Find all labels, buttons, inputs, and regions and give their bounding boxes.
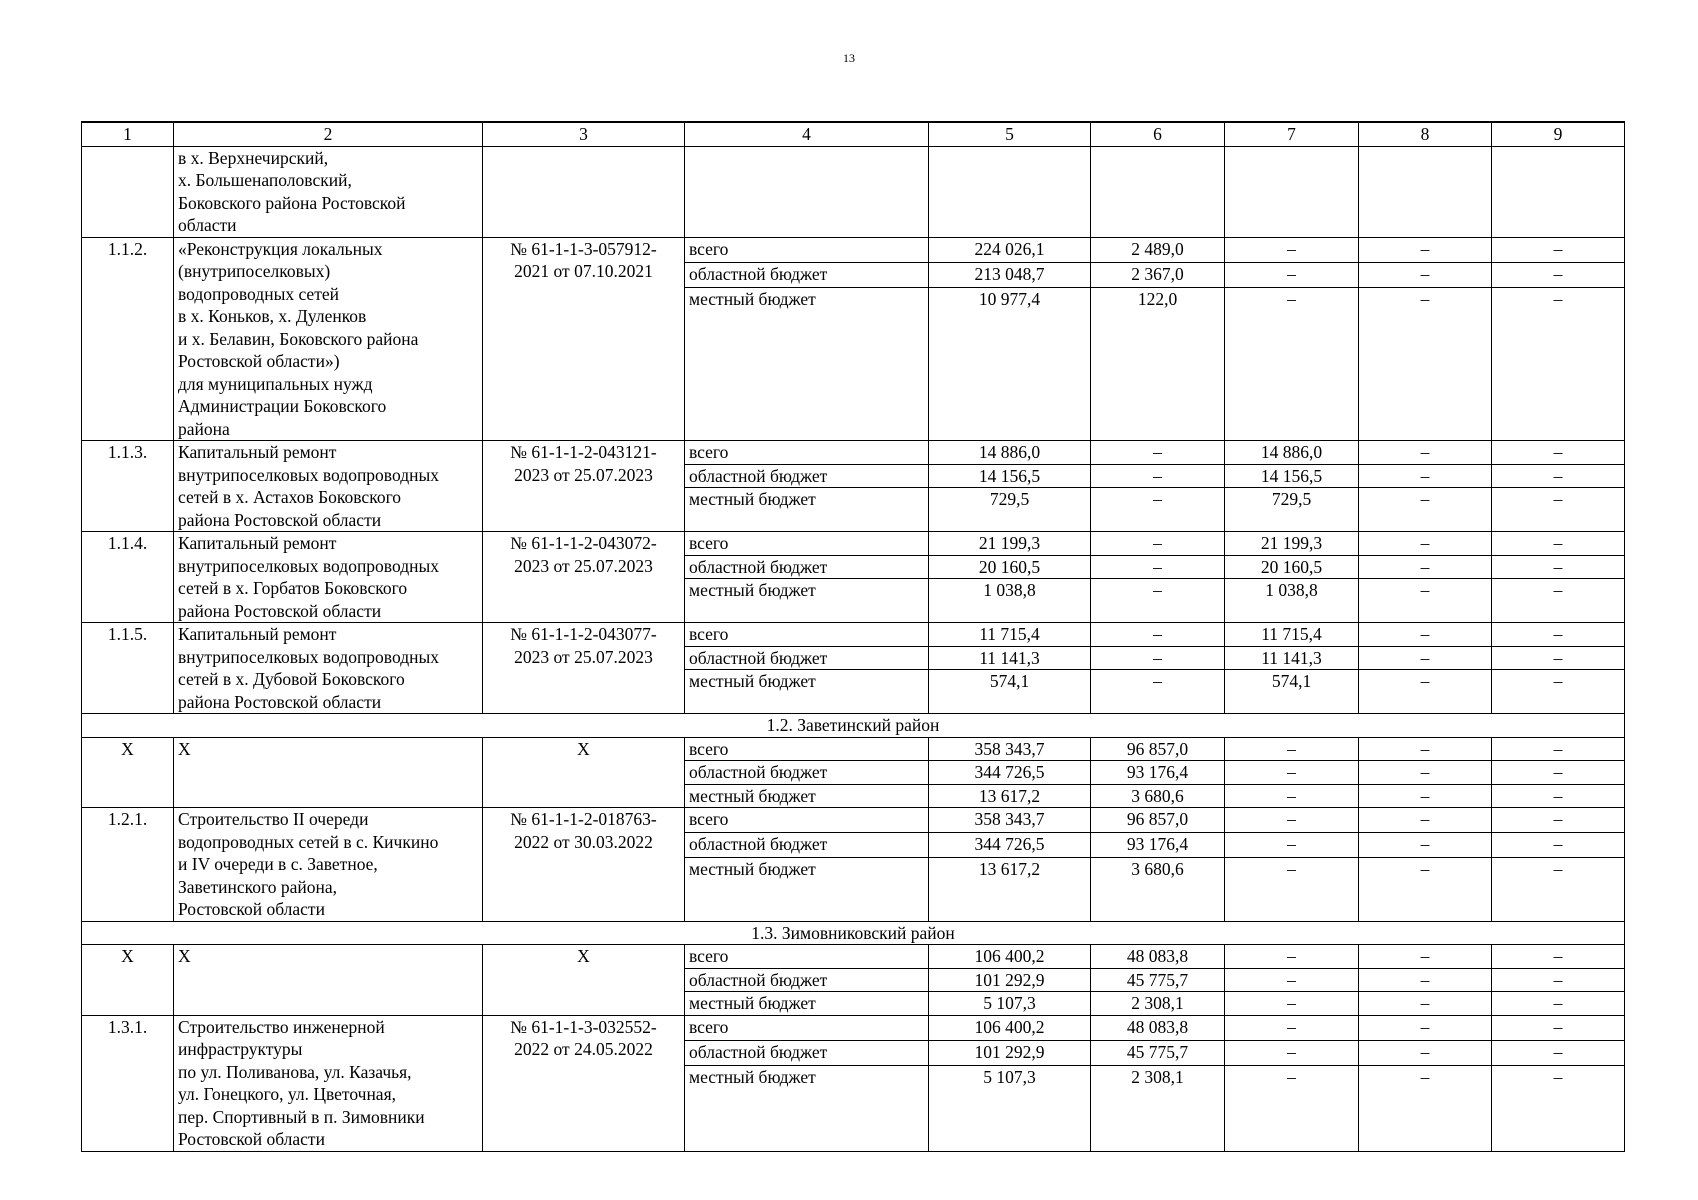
value-cell: –: [1091, 488, 1225, 532]
object-name: Х: [174, 945, 483, 1016]
value-cell: –: [1359, 532, 1492, 556]
value-cell: –: [1359, 237, 1492, 262]
object-name: «Реконструкция локальных (внутрипоселковых) водопроводных сетей в х. Коньков, х. Дуленков и х. Белавин, Боковского района Ростовской области») для муниципальных нужд Администрации Боковского района: [174, 237, 483, 441]
value-cell: 101 292,9: [929, 1040, 1091, 1065]
table-row: [82, 945, 1625, 969]
value-cell: –: [1359, 857, 1492, 921]
value-cell: 11 141,3: [929, 646, 1091, 670]
value-cell: [1492, 146, 1625, 237]
value-cell: –: [1492, 532, 1625, 556]
value-cell: 11 141,3: [1225, 646, 1359, 670]
document-number: № 61-1-1-3-057912- 2021 от 07.10.2021: [483, 237, 685, 441]
value-cell: 20 160,5: [1225, 555, 1359, 579]
row-number: 1.1.3.: [82, 441, 174, 532]
value-cell: 1 038,8: [929, 579, 1091, 623]
funding-source: областной бюджет: [685, 761, 929, 785]
row-number: 1.1.4.: [82, 532, 174, 623]
value-cell: 14 886,0: [1225, 441, 1359, 465]
value-cell: –: [1225, 262, 1359, 287]
value-cell: –: [1492, 623, 1625, 647]
value-cell: –: [1225, 992, 1359, 1016]
value-cell: 93 176,4: [1091, 761, 1225, 785]
value-cell: –: [1492, 579, 1625, 623]
funding-source: местный бюджет: [685, 857, 929, 921]
value-cell: [1359, 146, 1492, 237]
value-cell: 729,5: [929, 488, 1091, 532]
value-cell: 2 308,1: [1091, 1065, 1225, 1151]
value-cell: –: [1492, 784, 1625, 808]
table-row: [82, 808, 1625, 833]
value-cell: 14 156,5: [1225, 464, 1359, 488]
value-cell: –: [1225, 832, 1359, 857]
value-cell: –: [1492, 1065, 1625, 1151]
value-cell: –: [1492, 670, 1625, 714]
object-name: Х: [174, 737, 483, 808]
value-cell: –: [1091, 464, 1225, 488]
value-cell: –: [1225, 945, 1359, 969]
value-cell: –: [1492, 646, 1625, 670]
value-cell: –: [1091, 579, 1225, 623]
value-cell: 11 715,4: [1225, 623, 1359, 647]
value-cell: [929, 146, 1091, 237]
budget-table: [81, 121, 1625, 1152]
value-cell: 101 292,9: [929, 968, 1091, 992]
value-cell: –: [1225, 1015, 1359, 1040]
value-cell: 13 617,2: [929, 857, 1091, 921]
source: [685, 146, 929, 237]
column-header: 5: [929, 122, 1091, 146]
value-cell: 574,1: [929, 670, 1091, 714]
funding-source: местный бюджет: [685, 488, 929, 532]
value-cell: –: [1359, 488, 1492, 532]
value-cell: –: [1492, 968, 1625, 992]
object-name: Строительство инженерной инфраструктуры по ул. Поливанова, ул. Казачья, ул. Гонецкого, ул. Цветочная, пер. Спортивный в п. Зимовники Ростовской области: [174, 1015, 483, 1151]
value-cell: –: [1359, 784, 1492, 808]
value-cell: [1225, 146, 1359, 237]
value-cell: –: [1492, 992, 1625, 1016]
row-number: [82, 146, 174, 237]
value-cell: –: [1359, 441, 1492, 465]
value-cell: 48 083,8: [1091, 945, 1225, 969]
funding-source: областной бюджет: [685, 262, 929, 287]
value-cell: –: [1091, 555, 1225, 579]
column-header: 7: [1225, 122, 1359, 146]
value-cell: –: [1492, 857, 1625, 921]
value-cell: –: [1359, 808, 1492, 833]
funding-source: областной бюджет: [685, 555, 929, 579]
row-number: Х: [82, 737, 174, 808]
value-cell: 96 857,0: [1091, 737, 1225, 761]
document-number: № 61-1-1-2-043077- 2023 от 25.07.2023: [483, 623, 685, 714]
value-cell: 96 857,0: [1091, 808, 1225, 833]
document-number: № 61-1-1-2-043121- 2023 от 25.07.2023: [483, 441, 685, 532]
value-cell: 122,0: [1091, 287, 1225, 440]
value-cell: –: [1492, 945, 1625, 969]
value-cell: –: [1359, 1065, 1492, 1151]
value-cell: –: [1359, 1015, 1492, 1040]
value-cell: –: [1359, 761, 1492, 785]
header-row: [82, 122, 1625, 146]
value-cell: 14 886,0: [929, 441, 1091, 465]
document-number: [483, 146, 685, 237]
funding-source: всего: [685, 737, 929, 761]
funding-source: всего: [685, 237, 929, 262]
value-cell: 20 160,5: [929, 555, 1091, 579]
funding-source: местный бюджет: [685, 287, 929, 440]
document-number: № 61-1-1-3-032552- 2022 от 24.05.2022: [483, 1015, 685, 1151]
value-cell: 14 156,5: [929, 464, 1091, 488]
funding-source: областной бюджет: [685, 968, 929, 992]
section-row-zimovnikovsky: [82, 921, 1625, 945]
value-cell: 5 107,3: [929, 992, 1091, 1016]
value-cell: –: [1091, 441, 1225, 465]
value-cell: –: [1359, 579, 1492, 623]
table-row: [82, 237, 1625, 262]
funding-source: всего: [685, 623, 929, 647]
value-cell: –: [1492, 555, 1625, 579]
table-row: [82, 737, 1625, 761]
value-cell: 10 977,4: [929, 287, 1091, 440]
value-cell: –: [1359, 555, 1492, 579]
funding-source: всего: [685, 532, 929, 556]
section-title: 1.3. Зимовниковский район: [82, 921, 1625, 945]
value-cell: 93 176,4: [1091, 832, 1225, 857]
object-name: в х. Верхнечирский, х. Большенаполовский, Боковского района Ростовской области: [174, 146, 483, 237]
row-number: 1.1.2.: [82, 237, 174, 441]
value-cell: –: [1091, 670, 1225, 714]
value-cell: 3 680,6: [1091, 784, 1225, 808]
value-cell: –: [1359, 623, 1492, 647]
row-number: 1.1.5.: [82, 623, 174, 714]
continuation-row: [82, 146, 1625, 237]
object-name: Строительство II очереди водопроводных сетей в с. Кичкино и IV очереди в с. Заветное, Заветинского района, Ростовской области: [174, 808, 483, 922]
column-header: 6: [1091, 122, 1225, 146]
column-header: 3: [483, 122, 685, 146]
value-cell: –: [1492, 287, 1625, 440]
value-cell: –: [1225, 857, 1359, 921]
value-cell: –: [1225, 968, 1359, 992]
value-cell: 21 199,3: [929, 532, 1091, 556]
value-cell: 2 489,0: [1091, 237, 1225, 262]
value-cell: 48 083,8: [1091, 1015, 1225, 1040]
value-cell: 45 775,7: [1091, 1040, 1225, 1065]
value-cell: 574,1: [1225, 670, 1359, 714]
value-cell: –: [1359, 262, 1492, 287]
funding-source: областной бюджет: [685, 464, 929, 488]
page-number: 13: [843, 51, 855, 65]
column-header: 9: [1492, 122, 1625, 146]
value-cell: 358 343,7: [929, 737, 1091, 761]
value-cell: –: [1359, 1040, 1492, 1065]
value-cell: –: [1492, 737, 1625, 761]
value-cell: –: [1359, 737, 1492, 761]
value-cell: –: [1091, 646, 1225, 670]
value-cell: 21 199,3: [1225, 532, 1359, 556]
document-number: № 61-1-1-2-043072- 2023 от 25.07.2023: [483, 532, 685, 623]
document-number: № 61-1-1-2-018763- 2022 от 30.03.2022: [483, 808, 685, 922]
object-name: Капитальный ремонт внутрипоселковых водопроводных сетей в х. Горбатов Боковского района Ростовской области: [174, 532, 483, 623]
funding-source: местный бюджет: [685, 1065, 929, 1151]
value-cell: 213 048,7: [929, 262, 1091, 287]
value-cell: 344 726,5: [929, 832, 1091, 857]
value-cell: –: [1225, 808, 1359, 833]
value-cell: 1 038,8: [1225, 579, 1359, 623]
value-cell: –: [1359, 992, 1492, 1016]
value-cell: 729,5: [1225, 488, 1359, 532]
document-number: Х: [483, 737, 685, 808]
column-header: 1: [82, 122, 174, 146]
value-cell: –: [1225, 287, 1359, 440]
value-cell: –: [1359, 945, 1492, 969]
value-cell: [1091, 146, 1225, 237]
funding-source: областной бюджет: [685, 646, 929, 670]
value-cell: –: [1359, 287, 1492, 440]
row-number: Х: [82, 945, 174, 1016]
value-cell: –: [1492, 464, 1625, 488]
column-header: 8: [1359, 122, 1492, 146]
value-cell: –: [1225, 1040, 1359, 1065]
value-cell: 13 617,2: [929, 784, 1091, 808]
row-number: 1.3.1.: [82, 1015, 174, 1151]
value-cell: –: [1492, 1015, 1625, 1040]
value-cell: –: [1492, 262, 1625, 287]
object-name: Капитальный ремонт внутрипоселковых водопроводных сетей в х. Астахов Боковского района Ростовской области: [174, 441, 483, 532]
section-title: 1.2. Заветинский район: [82, 714, 1625, 738]
table-row: [82, 623, 1625, 647]
value-cell: 2 308,1: [1091, 992, 1225, 1016]
object-name: Капитальный ремонт внутрипоселковых водопроводных сетей в х. Дубовой Боковского района Ростовской области: [174, 623, 483, 714]
value-cell: 11 715,4: [929, 623, 1091, 647]
value-cell: –: [1225, 737, 1359, 761]
value-cell: –: [1492, 237, 1625, 262]
funding-source: местный бюджет: [685, 670, 929, 714]
value-cell: –: [1492, 761, 1625, 785]
value-cell: –: [1359, 646, 1492, 670]
funding-source: всего: [685, 441, 929, 465]
row-number: 1.2.1.: [82, 808, 174, 922]
funding-source: местный бюджет: [685, 579, 929, 623]
table-row: [82, 532, 1625, 556]
value-cell: –: [1225, 1065, 1359, 1151]
value-cell: –: [1225, 237, 1359, 262]
table-row: [82, 1015, 1625, 1040]
value-cell: 45 775,7: [1091, 968, 1225, 992]
value-cell: 3 680,6: [1091, 857, 1225, 921]
section-row-zavetinsky: [82, 714, 1625, 738]
funding-source: всего: [685, 945, 929, 969]
value-cell: –: [1492, 488, 1625, 532]
value-cell: –: [1492, 832, 1625, 857]
document-number: Х: [483, 945, 685, 1016]
value-cell: –: [1492, 808, 1625, 833]
value-cell: –: [1359, 832, 1492, 857]
value-cell: 224 026,1: [929, 237, 1091, 262]
value-cell: –: [1359, 968, 1492, 992]
value-cell: –: [1492, 441, 1625, 465]
value-cell: –: [1359, 670, 1492, 714]
value-cell: 106 400,2: [929, 945, 1091, 969]
value-cell: –: [1091, 532, 1225, 556]
funding-source: всего: [685, 808, 929, 833]
value-cell: 358 343,7: [929, 808, 1091, 833]
value-cell: –: [1225, 784, 1359, 808]
value-cell: 106 400,2: [929, 1015, 1091, 1040]
column-header: 4: [685, 122, 929, 146]
value-cell: 2 367,0: [1091, 262, 1225, 287]
value-cell: –: [1091, 623, 1225, 647]
funding-source: местный бюджет: [685, 784, 929, 808]
value-cell: –: [1225, 761, 1359, 785]
value-cell: 5 107,3: [929, 1065, 1091, 1151]
funding-source: местный бюджет: [685, 992, 929, 1016]
value-cell: –: [1492, 1040, 1625, 1065]
table-row: [82, 441, 1625, 465]
value-cell: –: [1359, 464, 1492, 488]
funding-source: областной бюджет: [685, 1040, 929, 1065]
funding-source: всего: [685, 1015, 929, 1040]
column-header: 2: [174, 122, 483, 146]
funding-source: областной бюджет: [685, 832, 929, 857]
value-cell: 344 726,5: [929, 761, 1091, 785]
